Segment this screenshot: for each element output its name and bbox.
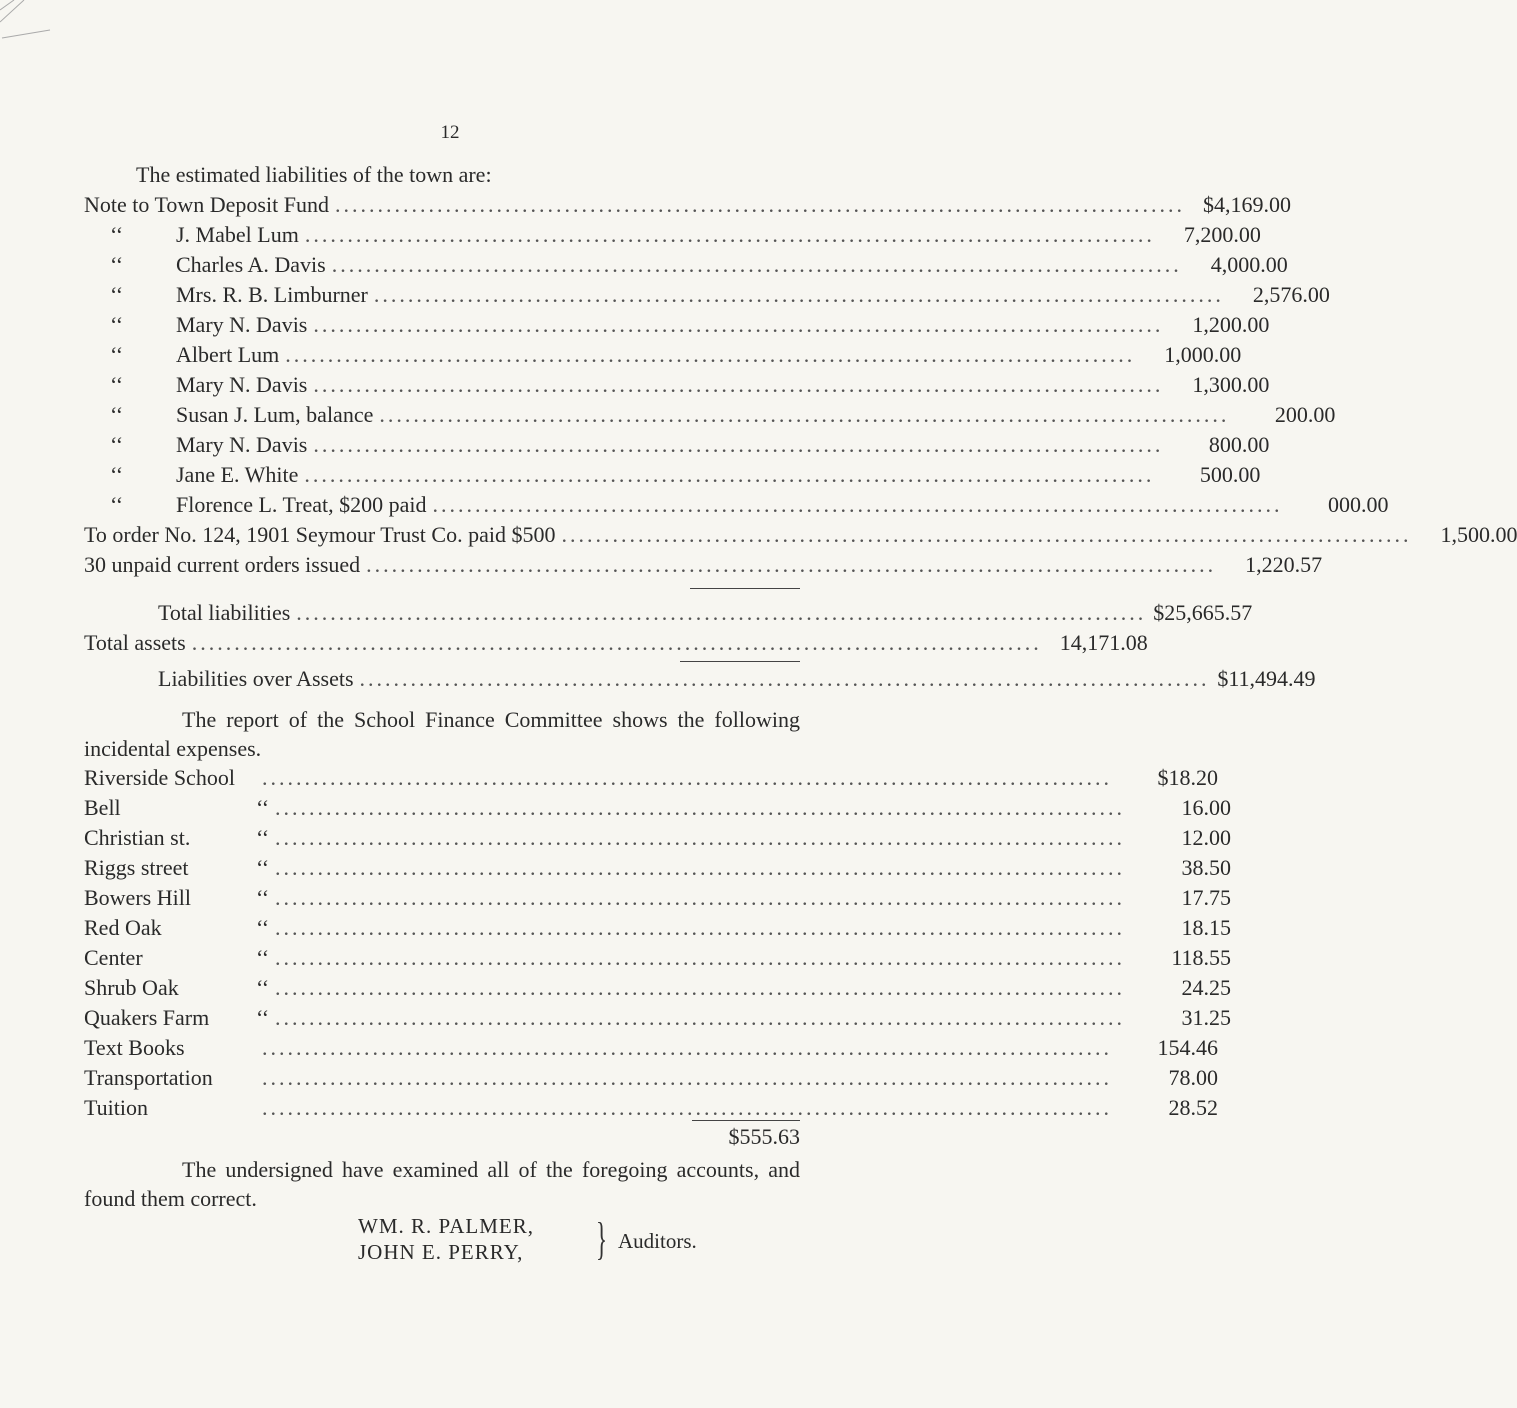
ditto-mark: ‘‘: [256, 945, 270, 970]
school-item-amount: 12.00: [1181, 825, 1232, 850]
dot-leader: ....................................................................................................: [359, 666, 1210, 691]
liabilities-row: [84, 430, 1270, 460]
ditto-mark: ‘‘: [110, 432, 124, 457]
dot-leader: ....................................................................................................: [366, 552, 1217, 577]
school-row: [84, 943, 1232, 973]
liabilities-over-assets-amount: $11,494.49: [1217, 666, 1316, 691]
liabilities-item-label: Albert Lum: [176, 342, 280, 367]
school-item-label: Quakers Farm: [84, 1005, 210, 1030]
school-row: [84, 1093, 1218, 1123]
liabilities-row: [84, 490, 1389, 520]
liabilities-item-label: Florence L. Treat, $200 paid: [176, 492, 427, 517]
liabilities-row: [84, 400, 1336, 430]
liabilities-item-label: Mary N. Davis: [176, 432, 308, 457]
liabilities-intro: The estimated liabilities of the town are:: [136, 162, 492, 187]
liabilities-sum-rule: [690, 588, 800, 589]
school-row: [84, 1063, 1218, 1093]
dot-leader: ....................................................................................................: [304, 462, 1155, 487]
school-item-label: Transportation: [84, 1065, 213, 1090]
liabilities-item-amount: 800.00: [1208, 432, 1270, 457]
school-item-label: Riggs street: [84, 855, 189, 880]
dot-leader: ....................................................................................................: [561, 522, 1412, 547]
dot-leader: ....................................................................................................: [334, 192, 1185, 217]
school-item-amount: 17.75: [1181, 885, 1232, 910]
liabilities-item-label: Mary N. Davis: [176, 312, 308, 337]
dot-leader: ....................................................................................................: [379, 402, 1230, 427]
liabilities-item-amount: 000.00: [1328, 492, 1389, 517]
closing-statement: The undersigned have examined all of the foregoing accounts, and found them correct.: [84, 1157, 800, 1211]
school-item-label: Tuition: [84, 1095, 149, 1120]
school-sum-rule: [692, 1120, 800, 1121]
school-item-label: Text Books: [84, 1035, 185, 1060]
school-row: [84, 763, 1218, 793]
liabilities-over-assets-row: [158, 664, 1316, 694]
total-assets-row: [84, 628, 1148, 658]
ditto-mark: ‘‘: [110, 372, 124, 397]
dot-leader: ....................................................................................................: [331, 252, 1182, 277]
school-item-label: Bell: [84, 795, 121, 820]
liabilities-item-label: Mary N. Davis: [176, 372, 308, 397]
dot-leader: ....................................................................................................: [313, 432, 1164, 457]
dot-leader: ....................................................................................................: [304, 222, 1155, 247]
total-assets-amount: 14,171.08: [1059, 630, 1148, 655]
auditors-label: Auditors.: [618, 1229, 697, 1253]
dot-leader: ....................................................................................................: [275, 975, 1126, 1000]
dot-leader: ....................................................................................................: [262, 1035, 1112, 1060]
school-item-amount: 16.00: [1181, 795, 1232, 820]
ditto-mark: ‘‘: [110, 402, 124, 427]
ditto-mark: ‘‘: [256, 825, 270, 850]
dot-leader: ....................................................................................................: [313, 312, 1164, 337]
liabilities-row: [84, 280, 1330, 310]
school-item-amount: 118.55: [1171, 945, 1232, 970]
total-assets-label: Total assets: [84, 630, 186, 655]
school-row: [84, 793, 1232, 823]
total-liabilities-label: Total liabilities: [158, 600, 291, 625]
ditto-mark: ‘‘: [256, 795, 270, 820]
ditto-mark: ‘‘: [256, 915, 270, 940]
liabilities-item-label: 30 unpaid current orders issued: [84, 552, 361, 577]
ditto-mark: ‘‘: [110, 282, 124, 307]
liabilities-item-amount: 500.00: [1199, 462, 1261, 487]
dot-leader: ....................................................................................................: [275, 825, 1126, 850]
school-item-label: Riverside School: [84, 765, 235, 790]
school-row: [84, 1033, 1218, 1063]
dot-leader: ....................................................................................................: [432, 492, 1283, 517]
ditto-mark: ‘‘: [256, 975, 270, 1000]
liabilities-row: [84, 370, 1270, 400]
ditto-mark: ‘‘: [256, 885, 270, 910]
liabilities-item-amount: 200.00: [1274, 402, 1336, 427]
page-number: 12: [440, 122, 460, 143]
total-liabilities-amount: $25,665.57: [1153, 600, 1253, 625]
dot-leader: ....................................................................................................: [285, 342, 1136, 367]
dot-leader: ....................................................................................................: [313, 372, 1164, 397]
liabilities-item-label: J. Mabel Lum: [176, 222, 299, 247]
dot-leader: ....................................................................................................: [275, 855, 1126, 880]
liabilities-over-assets-label: Liabilities over Assets: [158, 666, 354, 691]
liabilities-item-label: Charles A. Davis: [176, 252, 326, 277]
signer-palmer: WM. R. PALMER,: [358, 1214, 535, 1238]
liabilities-row: [84, 310, 1270, 340]
liabilities-item-amount: 2,576.00: [1252, 282, 1330, 307]
liabilities-item-label: Mrs. R. B. Limburner: [176, 282, 368, 307]
liabilities-item-label: Jane E. White: [176, 462, 299, 487]
school-item-amount: 24.25: [1181, 975, 1232, 1000]
school-intro: The report of the School Finance Committee shows the following incidental expenses.: [84, 707, 800, 761]
liabilities-item-label: Note to Town Deposit Fund: [84, 192, 329, 217]
school-item-label: Bowers Hill: [84, 885, 191, 910]
school-item-label: Shrub Oak: [84, 975, 179, 1000]
dot-leader: ....................................................................................................: [275, 915, 1126, 940]
liabilities-item-label: To order No. 124, 1901 Seymour Trust Co. paid $500: [84, 522, 556, 547]
dot-leader: ....................................................................................................: [275, 945, 1126, 970]
ditto-mark: ‘‘: [110, 462, 124, 487]
school-item-amount: $18.20: [1157, 765, 1218, 790]
dot-leader: ....................................................................................................: [275, 1005, 1126, 1030]
ditto-mark: ‘‘: [110, 222, 124, 247]
assets-sum-rule: [680, 661, 800, 662]
ditto-mark: ‘‘: [256, 855, 270, 880]
liabilities-row: [84, 190, 1291, 220]
liabilities-row: [84, 550, 1323, 580]
signers-block: [358, 1213, 534, 1265]
school-item-amount: 154.46: [1157, 1035, 1218, 1060]
school-item-amount: 31.25: [1181, 1005, 1232, 1030]
liabilities-row: [84, 220, 1261, 250]
dot-leader: ....................................................................................................: [191, 630, 1042, 655]
liabilities-item-amount: 1,220.57: [1245, 552, 1323, 577]
liabilities-item-amount: 1,500.00: [1440, 522, 1517, 547]
liabilities-item-label: Susan J. Lum, balance: [176, 402, 374, 427]
ditto-mark: ‘‘: [110, 252, 124, 277]
school-item-amount: 28.52: [1168, 1095, 1218, 1120]
school-item-label: Christian st.: [84, 825, 191, 850]
ditto-mark: ‘‘: [110, 492, 124, 517]
signer-perry: JOHN E. PERRY,: [358, 1240, 524, 1264]
total-liabilities-row: [158, 598, 1253, 628]
school-item-amount: 78.00: [1168, 1065, 1218, 1090]
school-row: [84, 913, 1232, 943]
school-row: [84, 823, 1232, 853]
ditto-mark: ‘‘: [256, 1005, 270, 1030]
school-item-label: Red Oak: [84, 915, 162, 940]
ditto-mark: ‘‘: [110, 342, 124, 367]
dot-leader: ....................................................................................................: [262, 765, 1112, 790]
liabilities-row: [84, 460, 1261, 490]
school-item-amount: 38.50: [1181, 855, 1232, 880]
school-row: [84, 1003, 1232, 1033]
liabilities-row: [84, 250, 1288, 280]
dot-leader: ....................................................................................................: [262, 1095, 1112, 1120]
liabilities-item-amount: $4,169.00: [1202, 192, 1291, 217]
liabilities-item-amount: 1,000.00: [1164, 342, 1242, 367]
school-row: [84, 973, 1232, 1003]
dot-leader: ....................................................................................................: [296, 600, 1147, 625]
dot-leader: ....................................................................................................: [275, 795, 1126, 820]
page-corner-mark: [0, 0, 60, 60]
dot-leader: ....................................................................................................: [275, 885, 1126, 910]
school-item-amount: 18.15: [1181, 915, 1232, 940]
dot-leader: ....................................................................................................: [373, 282, 1224, 307]
ditto-mark: ‘‘: [110, 312, 124, 337]
school-total-amount: $555.63: [728, 1124, 800, 1149]
school-row: [84, 853, 1232, 883]
school-item-label: Center: [84, 945, 143, 970]
liabilities-row: [84, 340, 1242, 370]
liabilities-item-amount: 1,300.00: [1192, 372, 1270, 397]
liabilities-item-amount: 7,200.00: [1183, 222, 1261, 247]
school-row: [84, 883, 1232, 913]
dot-leader: ....................................................................................................: [262, 1065, 1112, 1090]
liabilities-row: [84, 520, 1517, 550]
liabilities-item-amount: 1,200.00: [1192, 312, 1270, 337]
brace-icon: }: [596, 1213, 608, 1264]
liabilities-item-amount: 4,000.00: [1210, 252, 1288, 277]
